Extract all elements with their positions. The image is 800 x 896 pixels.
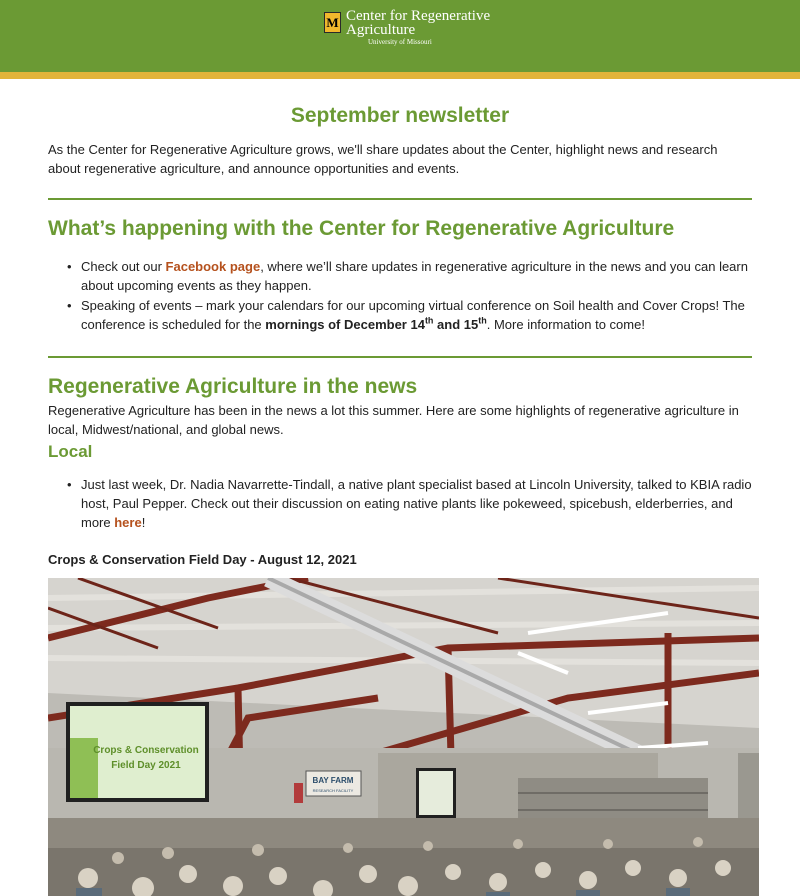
section-divider	[48, 356, 752, 358]
banner-line2: RESEARCH FACILITY	[312, 788, 354, 793]
screen-title-line1: Crops & Conservation	[93, 745, 199, 756]
list-item: • Just last week, Dr. Nadia Navarrette-Tindall, a native plant specialist based at Lincoln University, talked to KBIA radio host, Paul Pepper. Check out their discussion on eating native plants like pokeweed, spicebush, elderberries, and more here!	[67, 475, 752, 532]
barn-interior-image	[48, 578, 759, 896]
field-day-photo	[48, 578, 759, 896]
banner-line1: BAY FARM	[312, 776, 354, 785]
section-divider	[48, 198, 752, 200]
screen-title-line2: Field Day 2021	[111, 760, 181, 771]
local-news-list	[67, 475, 752, 532]
newsletter-title: September newsletter	[290, 104, 510, 127]
newsletter-body	[0, 104, 800, 896]
list-item: • Check out our Facebook page, where we’ll share updates in regenerative agriculture in the news and you can learn about upcoming events as they happen.	[67, 257, 752, 295]
facebook-page-link[interactable]: Facebook page	[165, 259, 261, 274]
conference-dates: mornings of December 14th and 15th	[265, 315, 487, 332]
logo-text	[346, 9, 490, 47]
list-item: • Speaking of events – mark your calendars for our upcoming virtual conference on Soil health and Cover Crops! The conference is scheduled for the mornings of December 14th and 15th. More information to come!	[67, 296, 752, 334]
local-heading: Local	[48, 442, 93, 461]
logo-title-line1: Center for Regenerative	[346, 8, 491, 24]
gold-divider	[0, 72, 800, 79]
section-heading-happening: What’s happening with the Center for Regenerative Agriculture	[48, 217, 675, 240]
newsletter-intro: As the Center for Regenerative Agriculture grows, we'll share updates about the Center, highlight news and research about regenerative agriculture, and announce opportunities and events.	[48, 142, 718, 176]
section-heading-news: Regenerative Agriculture in the news	[48, 375, 418, 398]
photo-caption: Crops & Conservation Field Day - August 12, 2021	[48, 552, 357, 567]
here-link[interactable]: here	[114, 515, 142, 530]
happening-list	[67, 257, 752, 334]
logo-subtitle: University of Missouri	[368, 38, 432, 46]
logo-title-line2: Agriculture	[346, 22, 416, 38]
university-logo[interactable]	[324, 9, 490, 47]
news-intro: Regenerative Agriculture has been in the news a lot this summer. Here are some highlights of regenerative agriculture in local, Midwest/national, and global news.	[48, 403, 739, 437]
mizzou-tiger-icon: M	[324, 12, 341, 33]
header-bar	[0, 0, 800, 72]
